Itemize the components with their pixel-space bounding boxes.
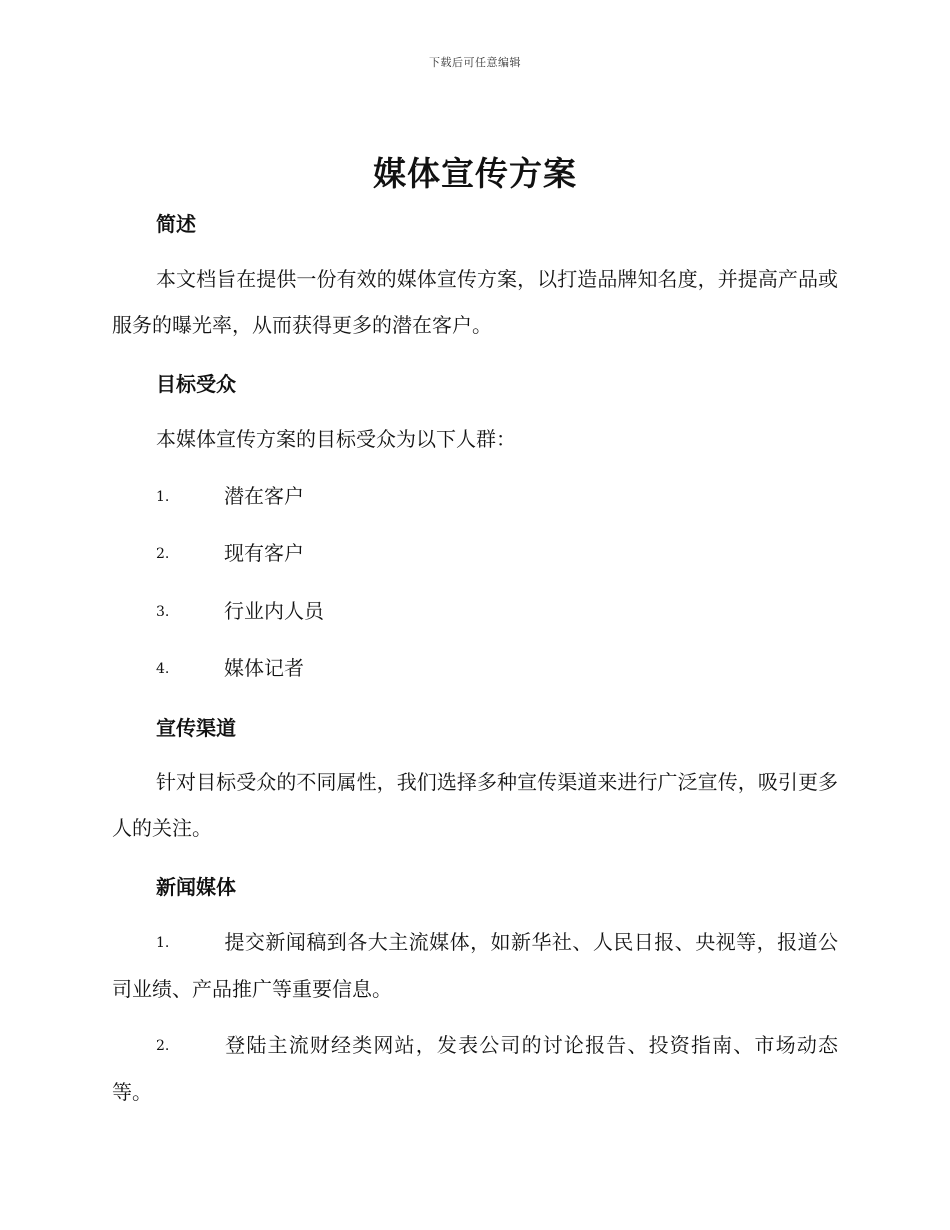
paragraph-channels: 针对目标受众的不同属性，我们选择多种宣传渠道来进行广泛宣传，吸引更多人的关注。 xyxy=(112,770,838,840)
heading-audience: 目标受众 xyxy=(156,372,236,396)
list-text: 媒体记者 xyxy=(224,656,304,680)
heading-news-media: 新闻媒体 xyxy=(156,875,236,899)
list-item xyxy=(156,597,324,626)
list-item xyxy=(156,654,304,683)
heading-summary: 简述 xyxy=(156,212,196,236)
list-number: 4. xyxy=(156,661,170,677)
news-media-item-1 xyxy=(112,919,838,1012)
paragraph-summary: 本文档旨在提供一份有效的媒体宣传方案，以打造品牌知名度，并提高产品或服务的曝光率，从而获得更多的潜在客户。 xyxy=(112,267,838,337)
list-number: 2. xyxy=(156,546,170,562)
list-number: 1. xyxy=(156,935,170,951)
list-item xyxy=(156,482,304,511)
news-media-item-2 xyxy=(112,1022,838,1115)
list-text: 潜在客户 xyxy=(224,484,304,508)
paragraph-audience-intro: 本媒体宣传方案的目标受众为以下人群： xyxy=(156,427,516,451)
list-text: 登陆主流财经类网站，发表公司的讨论报告、投资指南、市场动态等。 xyxy=(112,1033,838,1104)
list-number: 3. xyxy=(156,604,170,620)
list-item xyxy=(156,539,304,568)
heading-channels: 宣传渠道 xyxy=(156,716,236,740)
list-text: 现有客户 xyxy=(224,541,304,565)
list-text: 提交新闻稿到各大主流媒体，如新华社、人民日报、央视等，报道公司业绩、产品推广等重要信息。 xyxy=(112,930,838,1001)
page-header-note: 下载后可任意编辑 xyxy=(429,56,521,69)
list-number: 2. xyxy=(156,1038,170,1054)
list-number: 1. xyxy=(156,489,170,505)
list-text: 行业内人员 xyxy=(224,599,324,623)
document-title: 媒体宣传方案 xyxy=(373,154,577,193)
